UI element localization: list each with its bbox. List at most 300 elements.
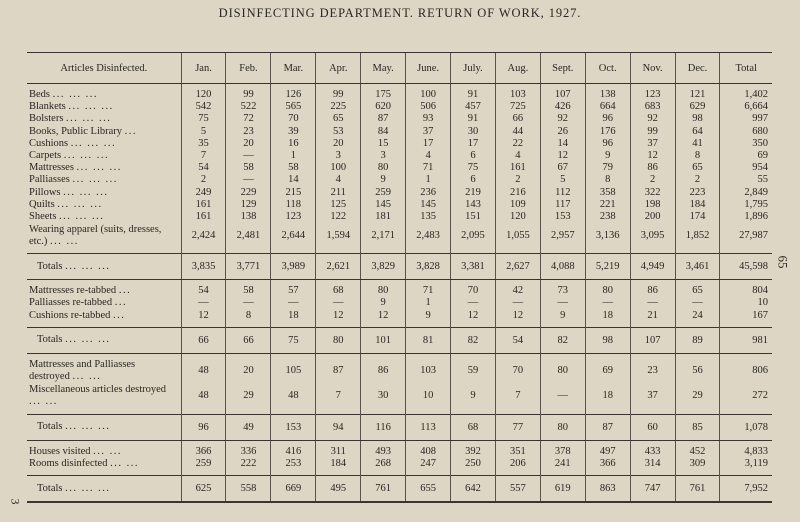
month-value-cell: — <box>316 297 361 309</box>
month-value-cell: 1 <box>406 174 451 186</box>
month-value-cell: 9 <box>361 297 406 309</box>
row-total-cell: 27,987 <box>720 223 772 254</box>
month-value-cell: 70 <box>271 113 316 125</box>
month-value-cell: 4,949 <box>630 254 675 280</box>
month-value-cell: 92 <box>540 113 585 125</box>
month-value-cell: 250 <box>451 458 496 476</box>
row-label-text: Beds <box>29 89 50 100</box>
row-total-cell: 1,896 <box>720 211 772 223</box>
month-value-cell: 557 <box>495 476 540 503</box>
month-value-cell: 8 <box>675 150 720 162</box>
leader-dots: ... ... ... <box>76 162 122 174</box>
row-total-cell: 69 <box>720 150 772 162</box>
totals-row <box>27 254 772 280</box>
month-value-cell: 123 <box>271 211 316 223</box>
month-value-cell: — <box>585 297 630 309</box>
month-value-cell: — <box>675 297 720 309</box>
table-row <box>27 199 772 211</box>
month-value-cell: 5,219 <box>585 254 630 280</box>
month-value-cell: 2 <box>181 174 226 186</box>
column-header-dec: Dec. <box>675 53 720 84</box>
month-value-cell: 84 <box>361 126 406 138</box>
month-value-cell: 75 <box>271 327 316 353</box>
month-value-cell: 121 <box>675 84 720 102</box>
month-value-cell: 77 <box>495 414 540 440</box>
month-value-cell: 145 <box>406 199 451 211</box>
month-value-cell: 60 <box>630 414 675 440</box>
month-value-cell: 725 <box>495 101 540 113</box>
month-value-cell: 37 <box>406 126 451 138</box>
month-value-cell: 54 <box>181 162 226 174</box>
month-value-cell: 73 <box>540 280 585 298</box>
month-value-cell: 311 <box>316 440 361 458</box>
month-value-cell: 2,957 <box>540 223 585 254</box>
month-value-cell: 493 <box>361 440 406 458</box>
row-total-cell: 1,402 <box>720 84 772 102</box>
row-label-text: Totals <box>37 260 63 272</box>
month-value-cell: 17 <box>406 138 451 150</box>
row-label-text: Mattresses and Palliasses destroyed <box>29 359 136 383</box>
month-value-cell: 107 <box>630 327 675 353</box>
row-label-text: Books, Public Library <box>29 125 123 137</box>
month-value-cell: 26 <box>540 126 585 138</box>
month-value-cell: 138 <box>585 84 630 102</box>
table-row <box>27 297 772 309</box>
month-value-cell: 351 <box>495 440 540 458</box>
month-value-cell: 116 <box>361 414 406 440</box>
month-value-cell: 322 <box>630 187 675 199</box>
month-value-cell: 68 <box>451 414 496 440</box>
month-value-cell: 66 <box>226 327 271 353</box>
month-value-cell: 620 <box>361 101 406 113</box>
month-value-cell: 2,627 <box>495 254 540 280</box>
column-header-total: Total <box>720 53 772 84</box>
month-value-cell: 366 <box>585 458 630 476</box>
month-value-cell: 161 <box>181 199 226 211</box>
month-value-cell: 66 <box>181 327 226 353</box>
month-value-cell: 12 <box>181 310 226 328</box>
month-value-cell: 24 <box>675 310 720 328</box>
month-value-cell: 57 <box>271 280 316 298</box>
month-value-cell: 80 <box>316 327 361 353</box>
month-value-cell: 3 <box>361 150 406 162</box>
row-total-cell: 1,078 <box>720 414 772 440</box>
month-value-cell: 747 <box>630 476 675 503</box>
table-row <box>27 150 772 162</box>
month-value-cell: 68 <box>316 280 361 298</box>
month-value-cell: 565 <box>271 101 316 113</box>
month-value-cell: 629 <box>675 101 720 113</box>
table-row <box>27 162 772 174</box>
month-value-cell: 314 <box>630 458 675 476</box>
month-value-cell: 54 <box>495 327 540 353</box>
month-value-cell: 12 <box>451 310 496 328</box>
month-value-cell: 225 <box>316 101 361 113</box>
row-label <box>27 353 181 384</box>
table-row <box>27 384 772 415</box>
month-value-cell: 80 <box>585 280 630 298</box>
row-label-text: Cushions <box>29 137 69 149</box>
month-value-cell: 96 <box>585 138 630 150</box>
row-label <box>27 150 181 162</box>
month-value-cell: 20 <box>226 353 271 384</box>
month-value-cell: 39 <box>271 126 316 138</box>
row-total-cell: 806 <box>720 353 772 384</box>
row-label <box>27 310 181 328</box>
month-value-cell: 59 <box>451 353 496 384</box>
row-total-cell: 55 <box>720 174 772 186</box>
month-value-cell: 94 <box>316 414 361 440</box>
month-value-cell: 378 <box>540 440 585 458</box>
row-label <box>27 223 181 254</box>
totals-row <box>27 476 772 503</box>
row-label-text: Carpets <box>29 150 62 162</box>
month-value-cell: 7 <box>495 384 540 415</box>
row-label <box>27 199 181 211</box>
month-value-cell: 71 <box>406 280 451 298</box>
month-value-cell: 29 <box>226 384 271 415</box>
row-label <box>27 126 181 138</box>
row-total-cell: 954 <box>720 162 772 174</box>
month-value-cell: 30 <box>361 384 406 415</box>
month-value-cell: 81 <box>406 327 451 353</box>
row-total-cell: 3,119 <box>720 458 772 476</box>
month-value-cell: 66 <box>495 113 540 125</box>
table-row <box>27 223 772 254</box>
column-header-nov: Nov. <box>630 53 675 84</box>
leader-dots: ... ... <box>110 458 139 470</box>
month-value-cell: 48 <box>271 384 316 415</box>
row-total-cell: 350 <box>720 138 772 150</box>
month-value-cell: — <box>226 150 271 162</box>
row-total-cell: 997 <box>720 113 772 125</box>
row-label-text: Palliasses re-tabbed <box>29 297 113 309</box>
month-value-cell: 82 <box>451 327 496 353</box>
table-body <box>27 84 772 503</box>
month-value-cell: 71 <box>406 162 451 174</box>
month-value-cell: 211 <box>316 187 361 199</box>
month-value-cell: 143 <box>451 199 496 211</box>
row-total-cell: 7,952 <box>720 476 772 503</box>
month-value-cell: — <box>181 297 226 309</box>
month-value-cell: 22 <box>495 138 540 150</box>
row-label <box>27 174 181 186</box>
table-row <box>27 280 772 298</box>
month-value-cell: 58 <box>226 162 271 174</box>
month-value-cell: 1,852 <box>675 223 720 254</box>
row-label-text: Pillows <box>29 186 61 198</box>
month-value-cell: 123 <box>630 84 675 102</box>
month-value-cell: 99 <box>316 84 361 102</box>
month-value-cell: 249 <box>181 187 226 199</box>
month-value-cell: 1,594 <box>316 223 361 254</box>
month-value-cell: 259 <box>181 458 226 476</box>
month-value-cell: 70 <box>495 353 540 384</box>
month-value-cell: 12 <box>630 150 675 162</box>
row-label-text: Miscellaneous articles destroyed <box>29 384 167 396</box>
column-header-apr: Apr. <box>316 53 361 84</box>
month-value-cell: 416 <box>271 440 316 458</box>
month-value-cell: 91 <box>451 113 496 125</box>
month-value-cell: 80 <box>361 162 406 174</box>
month-value-cell: 70 <box>451 280 496 298</box>
row-total-cell: 4,833 <box>720 440 772 458</box>
month-value-cell: 12 <box>361 310 406 328</box>
month-value-cell: 1,055 <box>495 223 540 254</box>
month-value-cell: 236 <box>406 187 451 199</box>
leader-dots: ... <box>113 309 126 321</box>
leader-dots: ... <box>124 125 138 137</box>
row-label-text: Bolsters <box>29 113 64 125</box>
column-header-aug: Aug. <box>495 53 540 84</box>
month-value-cell: 222 <box>226 458 271 476</box>
leader-dots: ... ... <box>29 396 58 408</box>
month-value-cell: 215 <box>271 187 316 199</box>
row-total-cell: 804 <box>720 280 772 298</box>
leader-dots: ... ... ... <box>63 186 109 198</box>
month-value-cell: 3,829 <box>361 254 406 280</box>
row-label <box>27 440 181 458</box>
month-value-cell: 9 <box>540 310 585 328</box>
row-label <box>27 384 181 415</box>
month-value-cell: 184 <box>675 199 720 211</box>
leader-dots: ... ... ... <box>72 174 118 186</box>
leader-dots: ... ... ... <box>70 137 117 149</box>
month-value-cell: 181 <box>361 211 406 223</box>
row-label <box>27 458 181 476</box>
month-value-cell: 161 <box>181 211 226 223</box>
table-row <box>27 187 772 199</box>
month-value-cell: 223 <box>675 187 720 199</box>
month-value-cell: 761 <box>675 476 720 503</box>
row-total-cell: 2,849 <box>720 187 772 199</box>
table-row <box>27 353 772 384</box>
month-value-cell: 87 <box>585 414 630 440</box>
month-value-cell: 56 <box>675 353 720 384</box>
month-value-cell: 49 <box>226 414 271 440</box>
month-value-cell: 198 <box>630 199 675 211</box>
month-value-cell: 14 <box>540 138 585 150</box>
totals-row <box>27 414 772 440</box>
month-value-cell: 91 <box>451 84 496 102</box>
month-value-cell: 253 <box>271 458 316 476</box>
month-value-cell: 9 <box>406 310 451 328</box>
month-value-cell: 1 <box>406 297 451 309</box>
leader-dots: ... ... ... <box>65 334 111 346</box>
month-value-cell: 69 <box>585 353 630 384</box>
month-value-cell: 17 <box>451 138 496 150</box>
leader-dots: ... ... ... <box>57 198 103 210</box>
row-total-cell: 45,598 <box>720 254 772 280</box>
month-value-cell: 3,771 <box>226 254 271 280</box>
month-value-cell: 2 <box>630 174 675 186</box>
page-number: 65 <box>775 255 791 269</box>
month-value-cell: 642 <box>451 476 496 503</box>
row-label-text: Mattresses <box>29 162 74 174</box>
month-value-cell: 219 <box>451 187 496 199</box>
month-value-cell: 1 <box>271 150 316 162</box>
month-value-cell: — <box>540 384 585 415</box>
month-value-cell: 2,481 <box>226 223 271 254</box>
row-label-text: Sheets <box>29 211 57 223</box>
month-value-cell: 85 <box>675 414 720 440</box>
month-value-cell: 87 <box>316 353 361 384</box>
month-value-cell: 392 <box>451 440 496 458</box>
month-value-cell: 542 <box>181 101 226 113</box>
header-row <box>27 53 772 84</box>
month-value-cell: 241 <box>540 458 585 476</box>
month-value-cell: 48 <box>181 384 226 415</box>
leader-dots: ... ... <box>93 445 123 457</box>
month-value-cell: 92 <box>630 113 675 125</box>
row-label <box>27 280 181 298</box>
month-value-cell: 184 <box>316 458 361 476</box>
month-value-cell: 20 <box>316 138 361 150</box>
table-row <box>27 138 772 150</box>
month-value-cell: 3,989 <box>271 254 316 280</box>
month-value-cell: 58 <box>271 162 316 174</box>
month-value-cell: 3,461 <box>675 254 720 280</box>
month-value-cell: — <box>540 297 585 309</box>
month-value-cell: 2,621 <box>316 254 361 280</box>
month-value-cell: 72 <box>226 113 271 125</box>
leader-dots: ... ... ... <box>65 482 111 494</box>
month-value-cell: 4 <box>316 174 361 186</box>
month-value-cell: 669 <box>271 476 316 503</box>
month-value-cell: 75 <box>181 113 226 125</box>
column-header-oct: Oct. <box>585 53 630 84</box>
month-value-cell: 2 <box>495 174 540 186</box>
month-value-cell: 65 <box>675 162 720 174</box>
month-value-cell: 2,483 <box>406 223 451 254</box>
month-value-cell: 79 <box>585 162 630 174</box>
month-value-cell: 761 <box>361 476 406 503</box>
month-value-cell: 3,828 <box>406 254 451 280</box>
month-value-cell: 58 <box>226 280 271 298</box>
month-value-cell: 100 <box>316 162 361 174</box>
month-value-cell: 229 <box>226 187 271 199</box>
month-value-cell: 268 <box>361 458 406 476</box>
month-value-cell: 107 <box>540 84 585 102</box>
totals-row <box>27 327 772 353</box>
month-value-cell: 10 <box>406 384 451 415</box>
leader-dots: ... ... ... <box>59 211 105 223</box>
month-value-cell: 495 <box>316 476 361 503</box>
month-value-cell: 80 <box>361 280 406 298</box>
month-value-cell: 2,644 <box>271 223 316 254</box>
month-value-cell: 655 <box>406 476 451 503</box>
month-value-cell: 98 <box>675 113 720 125</box>
month-value-cell: 145 <box>361 199 406 211</box>
month-value-cell: 112 <box>540 187 585 199</box>
month-value-cell: 3 <box>316 150 361 162</box>
month-value-cell: 4 <box>495 150 540 162</box>
column-header-articles: Articles Disinfected. <box>27 53 181 84</box>
month-value-cell: 863 <box>585 476 630 503</box>
month-value-cell: 153 <box>271 414 316 440</box>
month-value-cell: 12 <box>495 310 540 328</box>
month-value-cell: 619 <box>540 476 585 503</box>
month-value-cell: 2,095 <box>451 223 496 254</box>
month-value-cell: 99 <box>630 126 675 138</box>
month-value-cell: 138 <box>226 211 271 223</box>
month-value-cell: — <box>630 297 675 309</box>
month-value-cell: 98 <box>585 327 630 353</box>
row-total-cell: 167 <box>720 310 772 328</box>
month-value-cell: 96 <box>585 113 630 125</box>
month-value-cell: 558 <box>226 476 271 503</box>
month-value-cell: 93 <box>406 113 451 125</box>
month-value-cell: 238 <box>585 211 630 223</box>
column-header-jan: Jan. <box>181 53 226 84</box>
month-value-cell: 14 <box>271 174 316 186</box>
month-value-cell: 4,088 <box>540 254 585 280</box>
month-value-cell: 100 <box>406 84 451 102</box>
row-label <box>27 113 181 125</box>
month-value-cell: 113 <box>406 414 451 440</box>
month-value-cell: 8 <box>226 310 271 328</box>
month-value-cell: 16 <box>271 138 316 150</box>
month-value-cell: 65 <box>675 280 720 298</box>
month-value-cell: 206 <box>495 458 540 476</box>
month-value-cell: 9 <box>361 174 406 186</box>
month-value-cell: 67 <box>540 162 585 174</box>
row-label <box>27 138 181 150</box>
month-value-cell: 7 <box>181 150 226 162</box>
month-value-cell: 80 <box>540 414 585 440</box>
month-value-cell: 497 <box>585 440 630 458</box>
month-value-cell: — <box>226 174 271 186</box>
column-header-mar: Mar. <box>271 53 316 84</box>
leader-dots: ... ... ... <box>65 421 111 433</box>
month-value-cell: 86 <box>630 280 675 298</box>
month-value-cell: 103 <box>495 84 540 102</box>
column-header-july: July. <box>451 53 496 84</box>
month-value-cell: 18 <box>585 384 630 415</box>
month-value-cell: 64 <box>675 126 720 138</box>
month-value-cell: 30 <box>451 126 496 138</box>
month-value-cell: 44 <box>495 126 540 138</box>
column-header-june: June. <box>406 53 451 84</box>
leader-dots: ... <box>114 297 128 309</box>
month-value-cell: 20 <box>226 138 271 150</box>
month-value-cell: 12 <box>540 150 585 162</box>
month-value-cell: 18 <box>271 310 316 328</box>
row-label-text: Totals <box>37 334 63 346</box>
table-row <box>27 211 772 223</box>
month-value-cell: 80 <box>540 353 585 384</box>
table-row <box>27 310 772 328</box>
row-label <box>27 211 181 223</box>
month-value-cell: 3,095 <box>630 223 675 254</box>
month-value-cell: 117 <box>540 199 585 211</box>
row-label-text: Houses visited <box>29 445 91 457</box>
month-value-cell: 54 <box>181 280 226 298</box>
month-value-cell: 65 <box>316 113 361 125</box>
month-value-cell: 8 <box>585 174 630 186</box>
month-value-cell: 408 <box>406 440 451 458</box>
month-value-cell: 358 <box>585 187 630 199</box>
row-label-text: Rooms disinfected <box>29 458 108 470</box>
month-value-cell: 37 <box>630 138 675 150</box>
month-value-cell: 12 <box>316 310 361 328</box>
month-value-cell: 2 <box>675 174 720 186</box>
month-value-cell: 176 <box>585 126 630 138</box>
row-total-cell: 10 <box>720 297 772 309</box>
month-value-cell: 82 <box>540 327 585 353</box>
month-value-cell: 120 <box>181 84 226 102</box>
month-value-cell: 86 <box>630 162 675 174</box>
